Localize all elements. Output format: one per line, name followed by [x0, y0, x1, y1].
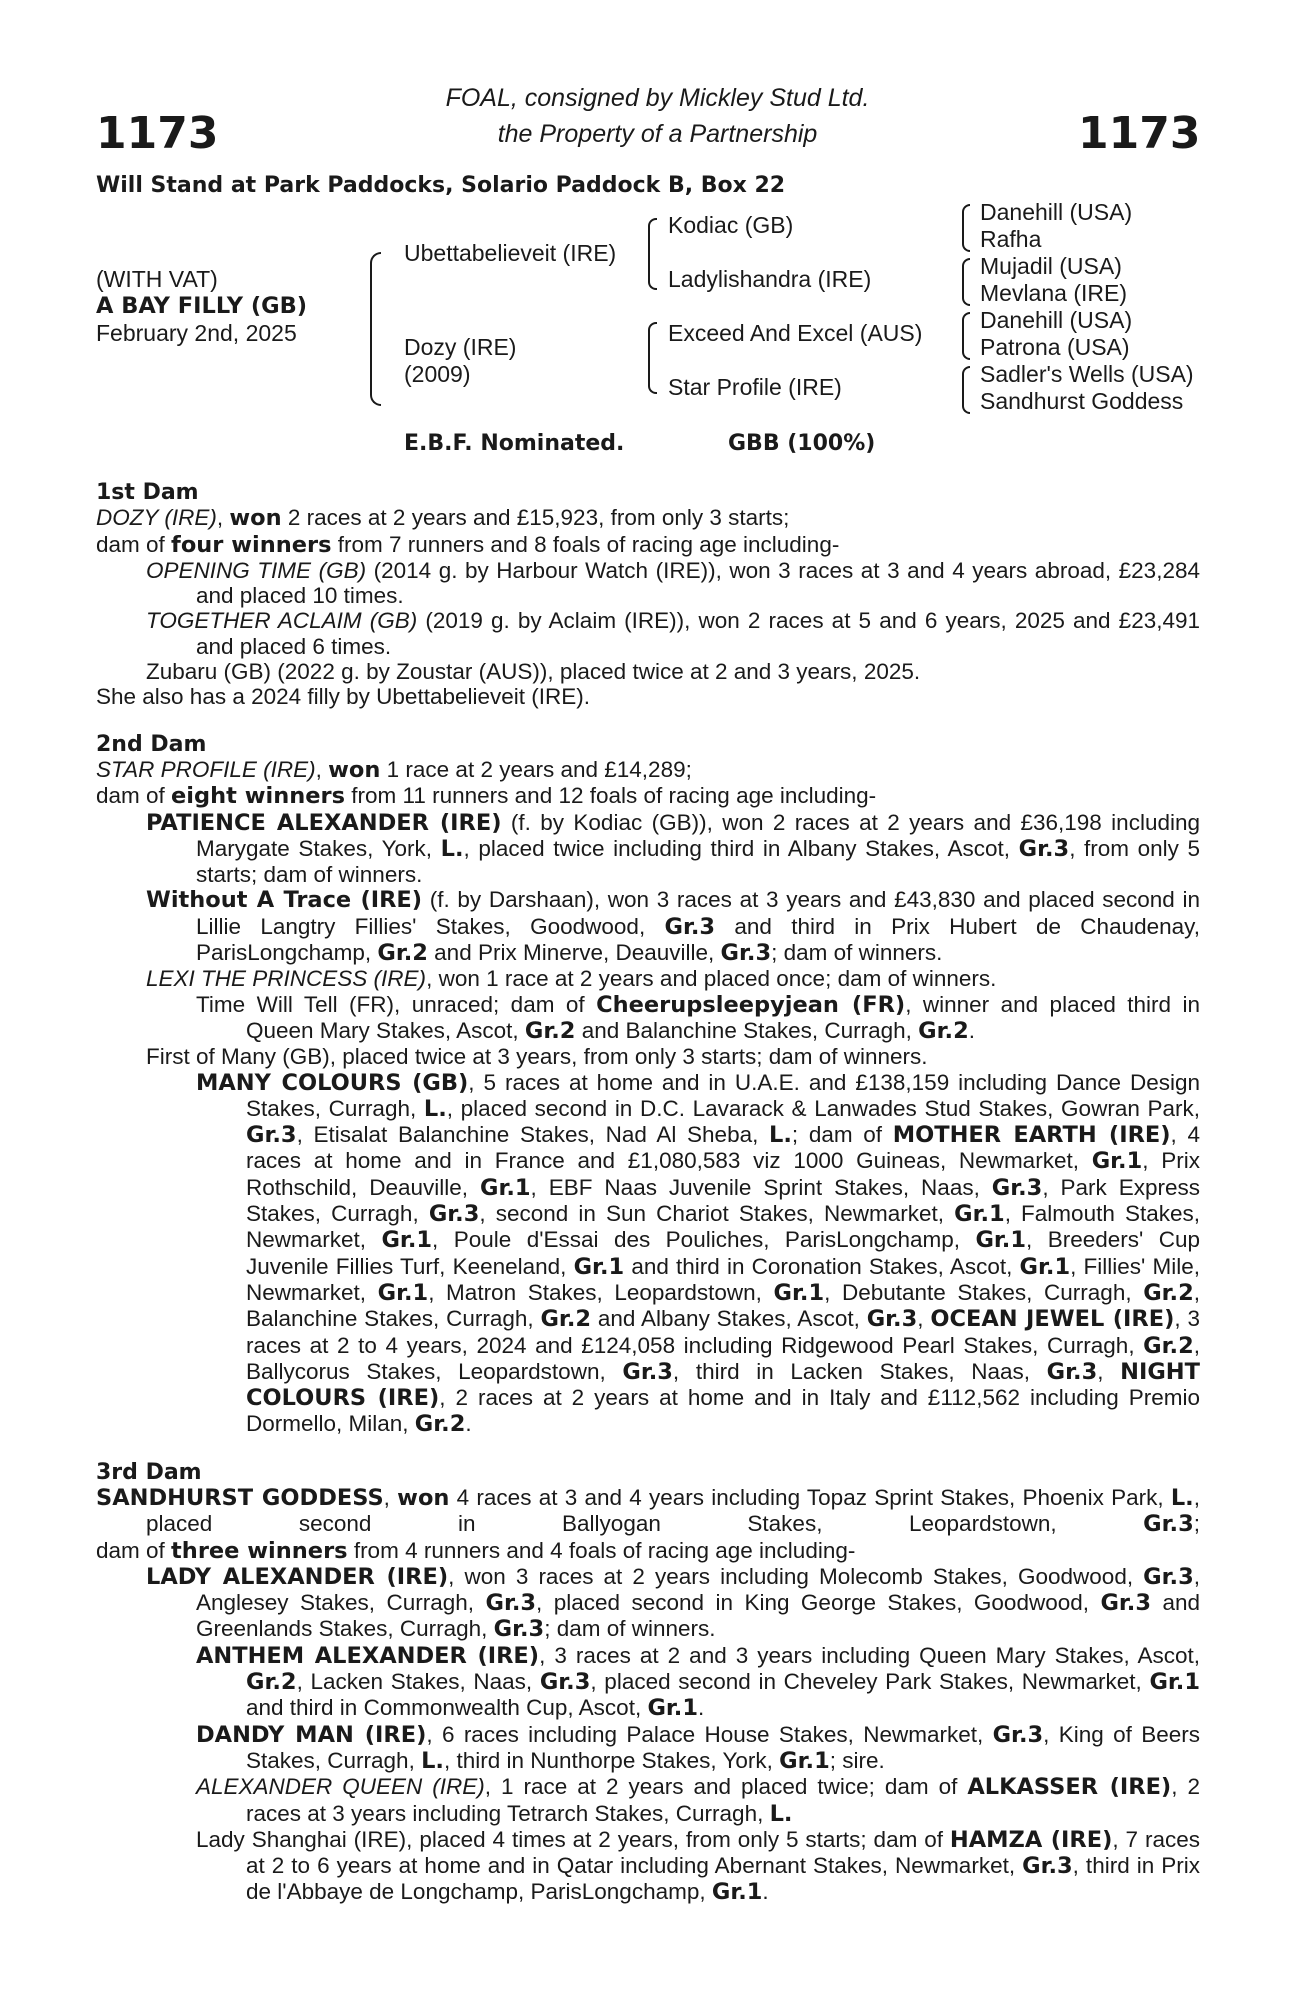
bold-text: Gr.3: [991, 1174, 1043, 1201]
bold-text: Gr.2: [377, 940, 428, 967]
g3-ancestor: Sandhurst Goddess: [980, 388, 1184, 414]
g3-bracket-2: [962, 258, 970, 306]
produce-entry: [96, 887, 1200, 966]
text-run: , won 1 race at 2 years and placed once; dam of winners.: [426, 966, 997, 992]
produce-entry: [96, 1485, 1200, 1538]
text-run: She also has a 2024 filly by Ubettabelieveit (IRE).: [96, 684, 591, 710]
produce-entry: [96, 532, 1200, 558]
text-run: and Prix Minerve, Deauville,: [427, 940, 721, 966]
bold-text: L.: [769, 1122, 792, 1149]
bold-text: Gr.3: [992, 1721, 1044, 1748]
bold-text: Gr.1: [779, 1747, 830, 1774]
bold-text: Gr.1: [377, 1279, 429, 1306]
text-run: , 3 races at 2 to 4 years, 2024 and £124,058 including Ridgewood Pearl Stakes, Curragh,: [246, 1306, 1200, 1358]
sire-dam: Ladylishandra (IRE): [668, 266, 872, 292]
bold-text: NIGHT COLOURS (IRE): [246, 1358, 1200, 1412]
main-pedigree-bracket: [370, 252, 381, 406]
dam-sire: Exceed And Excel (AUS): [668, 320, 923, 346]
text-run: , Balanchine Stakes, Curragh,: [246, 1279, 1201, 1332]
bold-text: MANY COLOURS (GB): [196, 1069, 469, 1096]
bold-text: L.: [1170, 1484, 1194, 1511]
italic-text: STAR PROFILE (IRE): [96, 756, 316, 782]
text-run: (f. by Darshaan), won 3 races at 3 years and £43,830 and placed second in Lillie Langtry Fillies' Stakes, Goodwood,: [196, 887, 1200, 939]
bold-text: Gr.3: [485, 1590, 537, 1617]
text-run: , 7 races at 2 to 6 years at home and in Qatar including Abernant Stakes, Newmarket,: [246, 1826, 1200, 1879]
text-run: , third in Prix de l'Abbaye de Longchamp, ParisLongchamp,: [246, 1853, 1200, 1905]
produce-entry: [96, 1538, 1200, 1564]
produce-record: [96, 480, 1200, 1906]
bold-text: eight winners: [171, 783, 346, 810]
bold-text: LADY ALEXANDER (IRE): [146, 1563, 449, 1590]
text-run: , from only 5 starts; dam of winners.: [196, 835, 1200, 888]
text-run: , winner and placed third in Queen Mary Stakes, Ascot,: [246, 991, 1200, 1043]
text-run: , placed second in Cheveley Park Stakes, Newmarket,: [590, 1669, 1150, 1695]
text-run: dam of: [96, 1537, 172, 1563]
bold-text: Gr.2: [540, 1306, 592, 1333]
lot-number-right: 1173: [1078, 108, 1201, 159]
bold-text: Gr.3: [664, 913, 716, 940]
text-run: and Balanchine Stakes, Curragh,: [575, 1017, 919, 1043]
text-run: and third in Commonwealth Cup, Ascot,: [246, 1695, 648, 1721]
bold-text: Gr.1: [773, 1279, 825, 1306]
dam-section-heading: 1st Dam: [96, 480, 199, 505]
italic-text: LEXI THE PRINCESS (IRE): [146, 966, 427, 992]
gbb-status: GBB (100%): [728, 431, 876, 456]
text-run: Zubaru (GB) (2022 g. by Zoustar (AUS)), placed twice at 2 and 3 years, 2025.: [146, 659, 921, 685]
sire-name: Ubettabelieveit (IRE): [404, 240, 617, 266]
bold-text: HAMZA (IRE): [949, 1826, 1113, 1853]
text-run: ; dam of winners.: [771, 940, 943, 966]
text-run: , King of Beers Stakes, Curragh,: [246, 1721, 1200, 1773]
sire-sire: Kodiac (GB): [668, 212, 794, 238]
produce-entry: [96, 1774, 1200, 1827]
bold-text: Gr.1: [711, 1879, 763, 1906]
bold-text: SANDHURST GODDESS: [96, 1484, 384, 1511]
bold-text: Gr.1: [647, 1695, 699, 1722]
bold-text: Cheerupsleepyjean (FR): [596, 991, 906, 1018]
text-run: and third in Prix Hubert de Chaudenay, ParisLongchamp,: [196, 913, 1200, 966]
text-run: from 7 runners and 8 foals of racing age including-: [331, 531, 840, 557]
text-run: , 4 races at home and in France and £1,080,583 viz 1000 Guineas, Newmarket,: [246, 1122, 1200, 1174]
italic-text: ALEXANDER QUEEN (IRE): [196, 1774, 485, 1800]
g3-ancestor: Rafha: [980, 226, 1042, 252]
text-run: ; dam of: [791, 1122, 893, 1148]
text-run: dam of: [96, 783, 172, 809]
bold-text: Gr.1: [1019, 1253, 1071, 1280]
g3-ancestor: Mevlana (IRE): [980, 280, 1127, 306]
dam-year: (2009): [404, 361, 471, 387]
bold-text: Gr.2: [918, 1017, 969, 1044]
text-run: .: [465, 1411, 472, 1437]
text-run: Time Will Tell (FR), unraced; dam of: [196, 991, 597, 1017]
text-run: ; dam of winners.: [544, 1616, 716, 1642]
bold-text: L.: [423, 1095, 447, 1122]
produce-entry: [96, 966, 1200, 991]
vat-label: (WITH VAT): [96, 266, 218, 292]
bold-text: MOTHER EARTH (IRE): [892, 1122, 1171, 1149]
text-run: from 11 runners and 12 foals of racing age including-: [345, 783, 877, 809]
consignor-block: [0, 80, 1315, 152]
text-run: and Albany Stakes, Ascot,: [591, 1306, 867, 1332]
bold-text: Gr.3: [622, 1358, 673, 1385]
text-run: , 3 races at 2 and 3 years including Queen Mary Stakes, Ascot,: [539, 1642, 1200, 1668]
text-run: , Fillies' Mile, Newmarket,: [246, 1253, 1200, 1305]
produce-entry: [96, 783, 1200, 809]
produce-entry: [96, 684, 1200, 709]
g3-bracket-3: [962, 312, 970, 360]
bold-text: ALKASSER (IRE): [967, 1774, 1172, 1801]
bold-text: won: [328, 756, 381, 783]
bold-text: Gr.3: [1100, 1590, 1152, 1617]
text-run: , 1 race at 2 years and placed twice; dam of: [484, 1774, 968, 1800]
dam-line-bracket: [648, 322, 657, 394]
text-run: , third in Lacken Stakes, Naas,: [672, 1358, 1047, 1384]
bold-text: Gr.2: [1143, 1279, 1194, 1306]
bold-text: Gr.2: [524, 1017, 576, 1044]
text-run: (2014 g. by Harbour Watch (IRE)), won 3 races at 3 and 4 years abroad, £23,284 and placed 10 times.: [196, 557, 1200, 609]
text-run: .: [698, 1695, 705, 1721]
bold-text: PATIENCE ALEXANDER (IRE): [146, 809, 502, 836]
text-run: , Ballycorus Stakes, Leopardstown,: [246, 1332, 1200, 1384]
bold-text: Gr.3: [1143, 1511, 1194, 1538]
stable-location: Will Stand at Park Paddocks, Solario Paddock B, Box 22: [96, 173, 786, 198]
text-run: , placed second in King George Stakes, Goodwood,: [536, 1590, 1101, 1616]
bold-text: Gr.1: [1091, 1148, 1143, 1175]
produce-entry: [96, 558, 1200, 609]
dam-section-heading: 3rd Dam: [96, 1459, 202, 1485]
text-run: , Prix Rothschild, Deauville,: [246, 1148, 1200, 1200]
bold-text: Gr.3: [1046, 1358, 1098, 1385]
g3-ancestor: Mujadil (USA): [980, 253, 1122, 279]
text-run: , second in Sun Chariot Stakes, Newmarket,: [479, 1201, 955, 1227]
text-run: , Anglesey Stakes, Curragh,: [196, 1563, 1200, 1616]
text-run: and Greenlands Stakes, Curragh,: [196, 1590, 1201, 1642]
g3-ancestor: Patrona (USA): [980, 334, 1130, 360]
g3-ancestor: Sadler's Wells (USA): [980, 361, 1194, 387]
produce-entry: [96, 505, 1200, 531]
text-run: First of Many (GB), placed twice at 3 years, from only 3 starts; dam of winners.: [146, 1044, 928, 1070]
text-run: and third in Coronation Stakes, Ascot,: [624, 1253, 1020, 1279]
bold-text: Gr.3: [1018, 835, 1070, 862]
text-run: ,: [917, 1306, 931, 1332]
text-run: ; sire.: [829, 1747, 885, 1773]
bold-text: Gr.2: [246, 1669, 297, 1696]
bold-text: Gr.3: [1143, 1563, 1194, 1590]
bold-text: Gr.3: [493, 1616, 545, 1643]
lot-number-left: 1173: [96, 108, 219, 159]
text-run: , Matron Stakes, Leopardstown,: [428, 1279, 774, 1305]
bold-text: DANDY MAN (IRE): [196, 1721, 427, 1748]
text-run: ,: [216, 505, 230, 531]
text-run: , placed second in D.C. Lavarack & Lanwades Stud Stakes, Gowran Park,: [446, 1095, 1201, 1121]
text-run: from 4 runners and 4 foals of racing age including-: [347, 1537, 856, 1563]
produce-entry: [96, 992, 1200, 1045]
text-run: (f. by Kodiac (GB)), won 2 races at 2 years and £36,198 including Marygate Stakes, York,: [196, 809, 1200, 861]
ebf-nomination: E.B.F. Nominated.: [404, 431, 625, 456]
sire-line-bracket: [648, 218, 657, 290]
produce-entry: [96, 659, 1200, 684]
bold-text: Without A Trace (IRE): [146, 887, 423, 914]
bold-text: ANTHEM ALEXANDER (IRE): [196, 1642, 540, 1669]
text-run: Lady Shanghai (IRE), placed 4 times at 2 years, from only 5 starts; dam of: [196, 1826, 950, 1852]
italic-text: TOGETHER ACLAIM (GB): [146, 608, 418, 634]
g3-bracket-4: [962, 366, 970, 414]
produce-entry: [96, 1044, 1200, 1069]
bold-text: Gr.1: [573, 1253, 625, 1280]
bold-text: Gr.2: [414, 1411, 466, 1438]
bold-text: L.: [440, 835, 464, 862]
text-run: ,: [1097, 1358, 1121, 1384]
text-run: 1 race at 2 years and £14,289;: [380, 756, 692, 782]
foaling-date: February 2nd, 2025: [96, 320, 297, 346]
bold-text: Gr.3: [1022, 1853, 1073, 1880]
text-run: , EBF Naas Juvenile Sprint Stakes, Naas,: [530, 1174, 992, 1200]
text-run: ,: [383, 1484, 398, 1510]
produce-entry: [96, 1722, 1200, 1775]
text-run: .: [968, 1017, 975, 1043]
g3-ancestor: Danehill (USA): [980, 307, 1133, 333]
bold-text: Gr.1: [1149, 1669, 1200, 1696]
produce-entry: [96, 810, 1200, 888]
text-run: , Debutante Stakes, Curragh,: [824, 1279, 1144, 1305]
text-run: ;: [1193, 1511, 1200, 1537]
text-run: , Breeders' Cup Juvenile Fillies Turf, Keeneland,: [246, 1227, 1201, 1279]
text-run: , Falmouth Stakes, Newmarket,: [246, 1201, 1200, 1253]
produce-entry: [96, 1564, 1200, 1643]
bold-text: Gr.3: [720, 940, 772, 967]
text-run: , placed twice including third in Albany Stakes, Ascot,: [463, 835, 1019, 861]
text-run: , third in Nunthorpe Stakes, York,: [443, 1747, 780, 1773]
bold-text: Gr.1: [479, 1174, 531, 1201]
text-run: , Etisalat Balanchine Stakes, Nad Al Sheba,: [296, 1122, 770, 1148]
dam-dam: Star Profile (IRE): [668, 374, 842, 400]
bold-text: Gr.3: [866, 1306, 918, 1333]
bold-text: three winners: [171, 1537, 348, 1564]
property-line: the Property of a Partnership: [497, 120, 818, 148]
bold-text: four winners: [171, 531, 332, 558]
bold-text: Gr.3: [246, 1122, 297, 1149]
lot-title: A BAY FILLY (GB): [96, 293, 308, 319]
text-run: , Lacken Stakes, Naas,: [296, 1669, 540, 1695]
italic-text: DOZY (IRE): [96, 505, 217, 531]
text-run: 4 races at 3 and 4 years including Topaz Sprint Stakes, Phoenix Park,: [449, 1484, 1171, 1510]
text-run: , placed second in Ballyogan Stakes, Leopardstown,: [146, 1484, 1200, 1537]
text-run: , 2 races at 2 years at home and in Italy and £112,562 including Premio Dormello, Milan,: [246, 1385, 1200, 1437]
bold-text: OCEAN JEWEL (IRE): [930, 1306, 1175, 1333]
text-run: , 6 races including Palace House Stakes, Newmarket,: [426, 1721, 993, 1747]
bold-text: Gr.3: [428, 1201, 480, 1228]
bold-text: Gr.3: [539, 1669, 591, 1696]
consignor-line: FOAL, consigned by Mickley Stud Ltd.: [445, 84, 870, 112]
text-run: , Poule d'Essai des Pouliches, ParisLongchamp,: [432, 1227, 976, 1253]
produce-entry: [96, 757, 1200, 783]
produce-entry: [96, 1643, 1200, 1722]
text-run: 2 races at 2 years and £15,923, from only 3 starts;: [281, 505, 790, 531]
text-run: , 2 races at 3 years including Tetrarch Stakes, Curragh,: [246, 1774, 1200, 1826]
text-run: .: [762, 1879, 769, 1905]
bold-text: Gr.1: [954, 1201, 1005, 1228]
produce-entry: [96, 1070, 1200, 1438]
text-run: dam of: [96, 531, 172, 557]
text-run: , won 3 races at 2 years including Molecomb Stakes, Goodwood,: [448, 1563, 1144, 1589]
text-run: , 5 races at home and in U.A.E. and £138,159 including Dance Design Stakes, Curragh,: [246, 1069, 1200, 1121]
text-run: (2019 g. by Aclaim (IRE)), won 2 races at 5 and 6 years, 2025 and £23,491 and placed 6 times.: [196, 608, 1201, 659]
bold-text: won: [397, 1484, 450, 1511]
bold-text: won: [229, 505, 282, 532]
produce-entry: [96, 608, 1200, 659]
dam-name: Dozy (IRE): [404, 334, 517, 360]
bold-text: L.: [421, 1747, 444, 1774]
bold-text: Gr.1: [975, 1227, 1027, 1254]
text-run: ,: [315, 756, 329, 782]
italic-text: OPENING TIME (GB): [146, 557, 367, 583]
g3-bracket-1: [962, 204, 970, 252]
g3-ancestor: Danehill (USA): [980, 199, 1133, 225]
bold-text: Gr.1: [381, 1227, 433, 1254]
bold-text: Gr.2: [1143, 1332, 1194, 1359]
bold-text: L.: [769, 1800, 793, 1827]
dam-section-heading: 2nd Dam: [96, 731, 207, 757]
produce-entry: [96, 1827, 1200, 1906]
text-run: , Park Express Stakes, Curragh,: [246, 1174, 1201, 1227]
